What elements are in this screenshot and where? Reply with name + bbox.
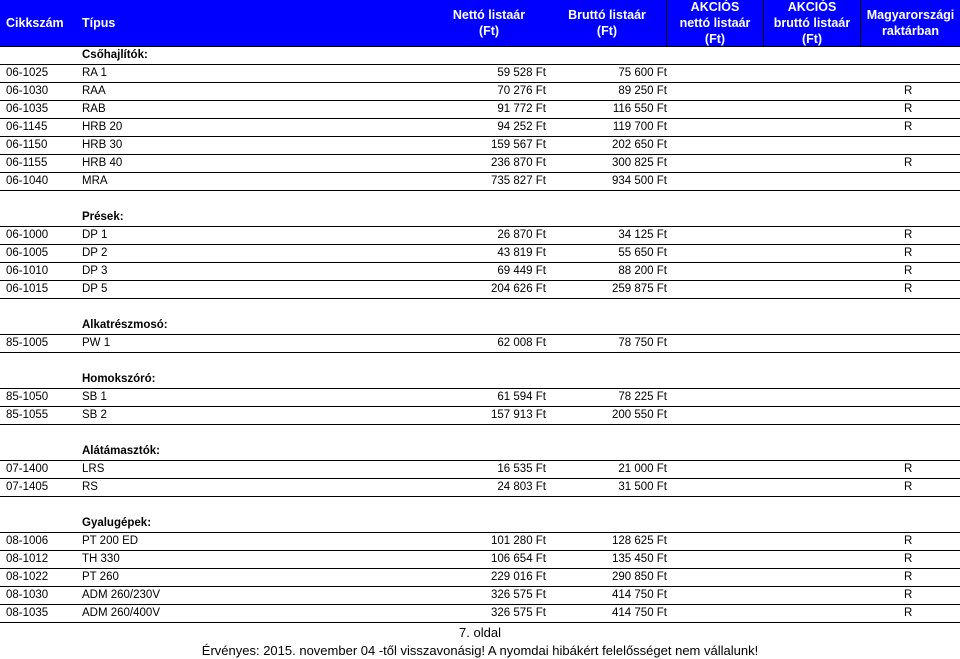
sku-cell: 08-1022 [6, 571, 49, 583]
table-row [0, 335, 960, 353]
net-price-cell: 26 870 Ft [497, 229, 546, 241]
type-cell: DP 2 [82, 247, 108, 259]
table-row [0, 263, 960, 281]
sku-cell: 06-1010 [6, 265, 49, 277]
stock-cell: R [904, 571, 913, 583]
table-row [0, 137, 960, 155]
gross-price-cell: 34 125 Ft [618, 229, 667, 241]
gross-price-cell: 414 750 Ft [612, 607, 667, 619]
gross-price-cell: 290 850 Ft [612, 571, 667, 583]
net-price-cell: 204 626 Ft [491, 283, 546, 295]
gross-price-cell: 259 875 Ft [612, 283, 667, 295]
net-price-cell: 69 449 Ft [497, 265, 546, 277]
spacer-row [0, 191, 960, 208]
gross-price-cell: 300 825 Ft [612, 157, 667, 169]
sku-cell: 85-1055 [6, 409, 49, 421]
spacer-row [0, 299, 960, 316]
table-row [0, 101, 960, 119]
stock-cell: R [904, 85, 913, 97]
sku-cell: 07-1405 [6, 481, 49, 493]
sku-cell: 08-1035 [6, 607, 49, 619]
section-row [0, 208, 960, 227]
type-cell: HRB 30 [82, 139, 123, 151]
header-cikkszam: Cikkszám [6, 16, 64, 30]
gross-price-cell: 119 700 Ft [612, 121, 667, 133]
net-price-cell: 735 827 Ft [491, 175, 546, 187]
net-price-cell: 106 654 Ft [491, 553, 546, 565]
type-cell: RAB [82, 103, 106, 115]
section-title: Csőhajlítók: [82, 49, 148, 61]
table-row [0, 173, 960, 191]
net-price-cell: 62 008 Ft [497, 337, 546, 349]
section-row [0, 442, 960, 461]
header-tipus: Típus [82, 16, 116, 30]
sku-cell: 06-1000 [6, 229, 49, 241]
sku-cell: 06-1040 [6, 175, 49, 187]
type-cell: RS [82, 481, 98, 493]
stock-cell: R [904, 247, 913, 259]
type-cell: ADM 260/230V [82, 589, 160, 601]
stock-cell: R [904, 589, 913, 601]
type-cell: HRB 20 [82, 121, 123, 133]
sku-cell: 08-1012 [6, 553, 49, 565]
gross-price-cell: 128 625 Ft [612, 535, 667, 547]
type-cell: PT 260 [82, 571, 119, 583]
type-cell: PW 1 [82, 337, 111, 349]
header-raktar: Magyarországi raktárban [866, 8, 955, 38]
table-row [0, 461, 960, 479]
type-cell: DP 1 [82, 229, 108, 241]
table-row [0, 83, 960, 101]
sku-cell: 06-1015 [6, 283, 49, 295]
sku-cell: 06-1145 [6, 121, 48, 133]
table-row [0, 569, 960, 587]
gross-price-cell: 89 250 Ft [618, 85, 667, 97]
section-row [0, 316, 960, 335]
net-price-cell: 101 280 Ft [491, 535, 546, 547]
price-table-body [0, 46, 960, 623]
header-akcios-netto: AKCIÓS nettó listaár (Ft) [679, 0, 751, 46]
sku-cell: 06-1030 [6, 85, 49, 97]
stock-cell: R [904, 103, 913, 115]
table-row [0, 407, 960, 425]
type-cell: RAA [82, 85, 106, 97]
net-price-cell: 43 819 Ft [497, 247, 546, 259]
net-price-cell: 61 594 Ft [497, 391, 546, 403]
spacer-row [0, 497, 960, 514]
type-cell: RA 1 [82, 67, 107, 79]
net-price-cell: 94 252 Ft [497, 121, 546, 133]
stock-cell: R [904, 481, 913, 493]
header-brutto: Bruttó listaár (Ft) [568, 8, 646, 38]
stock-cell: R [904, 229, 913, 241]
type-cell: MRA [82, 175, 108, 187]
sku-cell: 06-1150 [6, 139, 48, 151]
stock-cell: R [904, 463, 913, 475]
table-row [0, 587, 960, 605]
table-row [0, 245, 960, 263]
table-row [0, 479, 960, 497]
gross-price-cell: 116 550 Ft [612, 103, 667, 115]
stock-cell: R [904, 553, 913, 565]
stock-cell: R [904, 607, 913, 619]
stock-cell: R [904, 121, 913, 133]
sku-cell: 07-1400 [6, 463, 49, 475]
net-price-cell: 157 913 Ft [491, 409, 546, 421]
type-cell: SB 2 [82, 409, 107, 421]
type-cell: DP 5 [82, 283, 108, 295]
table-row [0, 551, 960, 569]
type-cell: DP 3 [82, 265, 108, 277]
spacer-row [0, 353, 960, 370]
table-row [0, 605, 960, 623]
header-akcios-brutto: AKCIÓS bruttó listaár (Ft) [773, 0, 851, 46]
table-row [0, 389, 960, 407]
table-header [0, 0, 960, 47]
gross-price-cell: 78 750 Ft [618, 337, 667, 349]
net-price-cell: 24 803 Ft [497, 481, 546, 493]
net-price-cell: 159 567 Ft [491, 139, 546, 151]
net-price-cell: 59 528 Ft [497, 67, 546, 79]
gross-price-cell: 75 600 Ft [618, 67, 667, 79]
sku-cell: 85-1005 [6, 337, 49, 349]
gross-price-cell: 414 750 Ft [612, 589, 667, 601]
table-row [0, 281, 960, 299]
net-price-cell: 229 016 Ft [491, 571, 546, 583]
table-row [0, 227, 960, 245]
section-title: Homokszóró: [82, 373, 156, 385]
stock-cell: R [904, 157, 913, 169]
type-cell: LRS [82, 463, 105, 475]
stock-cell: R [904, 283, 913, 295]
sku-cell: 08-1006 [6, 535, 49, 547]
net-price-cell: 16 535 Ft [497, 463, 546, 475]
net-price-cell: 236 870 Ft [491, 157, 546, 169]
section-title: Alátámasztók: [82, 445, 160, 457]
stock-cell: R [904, 535, 913, 547]
page-number: 7. oldal [459, 625, 501, 640]
table-row [0, 65, 960, 83]
type-cell: TH 330 [82, 553, 120, 565]
section-title: Gyalugépek: [82, 517, 152, 529]
gross-price-cell: 135 450 Ft [612, 553, 667, 565]
sku-cell: 06-1035 [6, 103, 49, 115]
validity-note: Érvényes: 2015. november 04 -től visszavonásig! A nyomdai hibákért felelősséget nem vállalunk! [201, 643, 759, 658]
header-netto: Nettó listaár (Ft) [452, 8, 526, 38]
net-price-cell: 326 575 Ft [491, 589, 546, 601]
table-row [0, 119, 960, 137]
type-cell: ADM 260/400V [82, 607, 160, 619]
type-cell: PT 200 ED [82, 535, 139, 547]
sku-cell: 06-1025 [6, 67, 49, 79]
net-price-cell: 70 276 Ft [497, 85, 546, 97]
section-row [0, 46, 960, 65]
gross-price-cell: 55 650 Ft [618, 247, 667, 259]
sku-cell: 08-1030 [6, 589, 49, 601]
gross-price-cell: 200 550 Ft [612, 409, 667, 421]
gross-price-cell: 88 200 Ft [618, 265, 667, 277]
section-row [0, 514, 960, 533]
net-price-cell: 326 575 Ft [491, 607, 546, 619]
gross-price-cell: 78 225 Ft [618, 391, 667, 403]
section-row [0, 370, 960, 389]
sku-cell: 85-1050 [6, 391, 49, 403]
gross-price-cell: 202 650 Ft [612, 139, 667, 151]
gross-price-cell: 934 500 Ft [612, 175, 667, 187]
section-title: Prések: [82, 211, 124, 223]
spacer-row [0, 425, 960, 442]
type-cell: SB 1 [82, 391, 107, 403]
gross-price-cell: 31 500 Ft [618, 481, 667, 493]
type-cell: HRB 40 [82, 157, 123, 169]
gross-price-cell: 21 000 Ft [618, 463, 667, 475]
table-row [0, 155, 960, 173]
stock-cell: R [904, 265, 913, 277]
sku-cell: 06-1155 [6, 157, 48, 169]
table-row [0, 533, 960, 551]
section-title: Alkatrészmosó: [82, 319, 168, 331]
net-price-cell: 91 772 Ft [497, 103, 546, 115]
sku-cell: 06-1005 [6, 247, 49, 259]
